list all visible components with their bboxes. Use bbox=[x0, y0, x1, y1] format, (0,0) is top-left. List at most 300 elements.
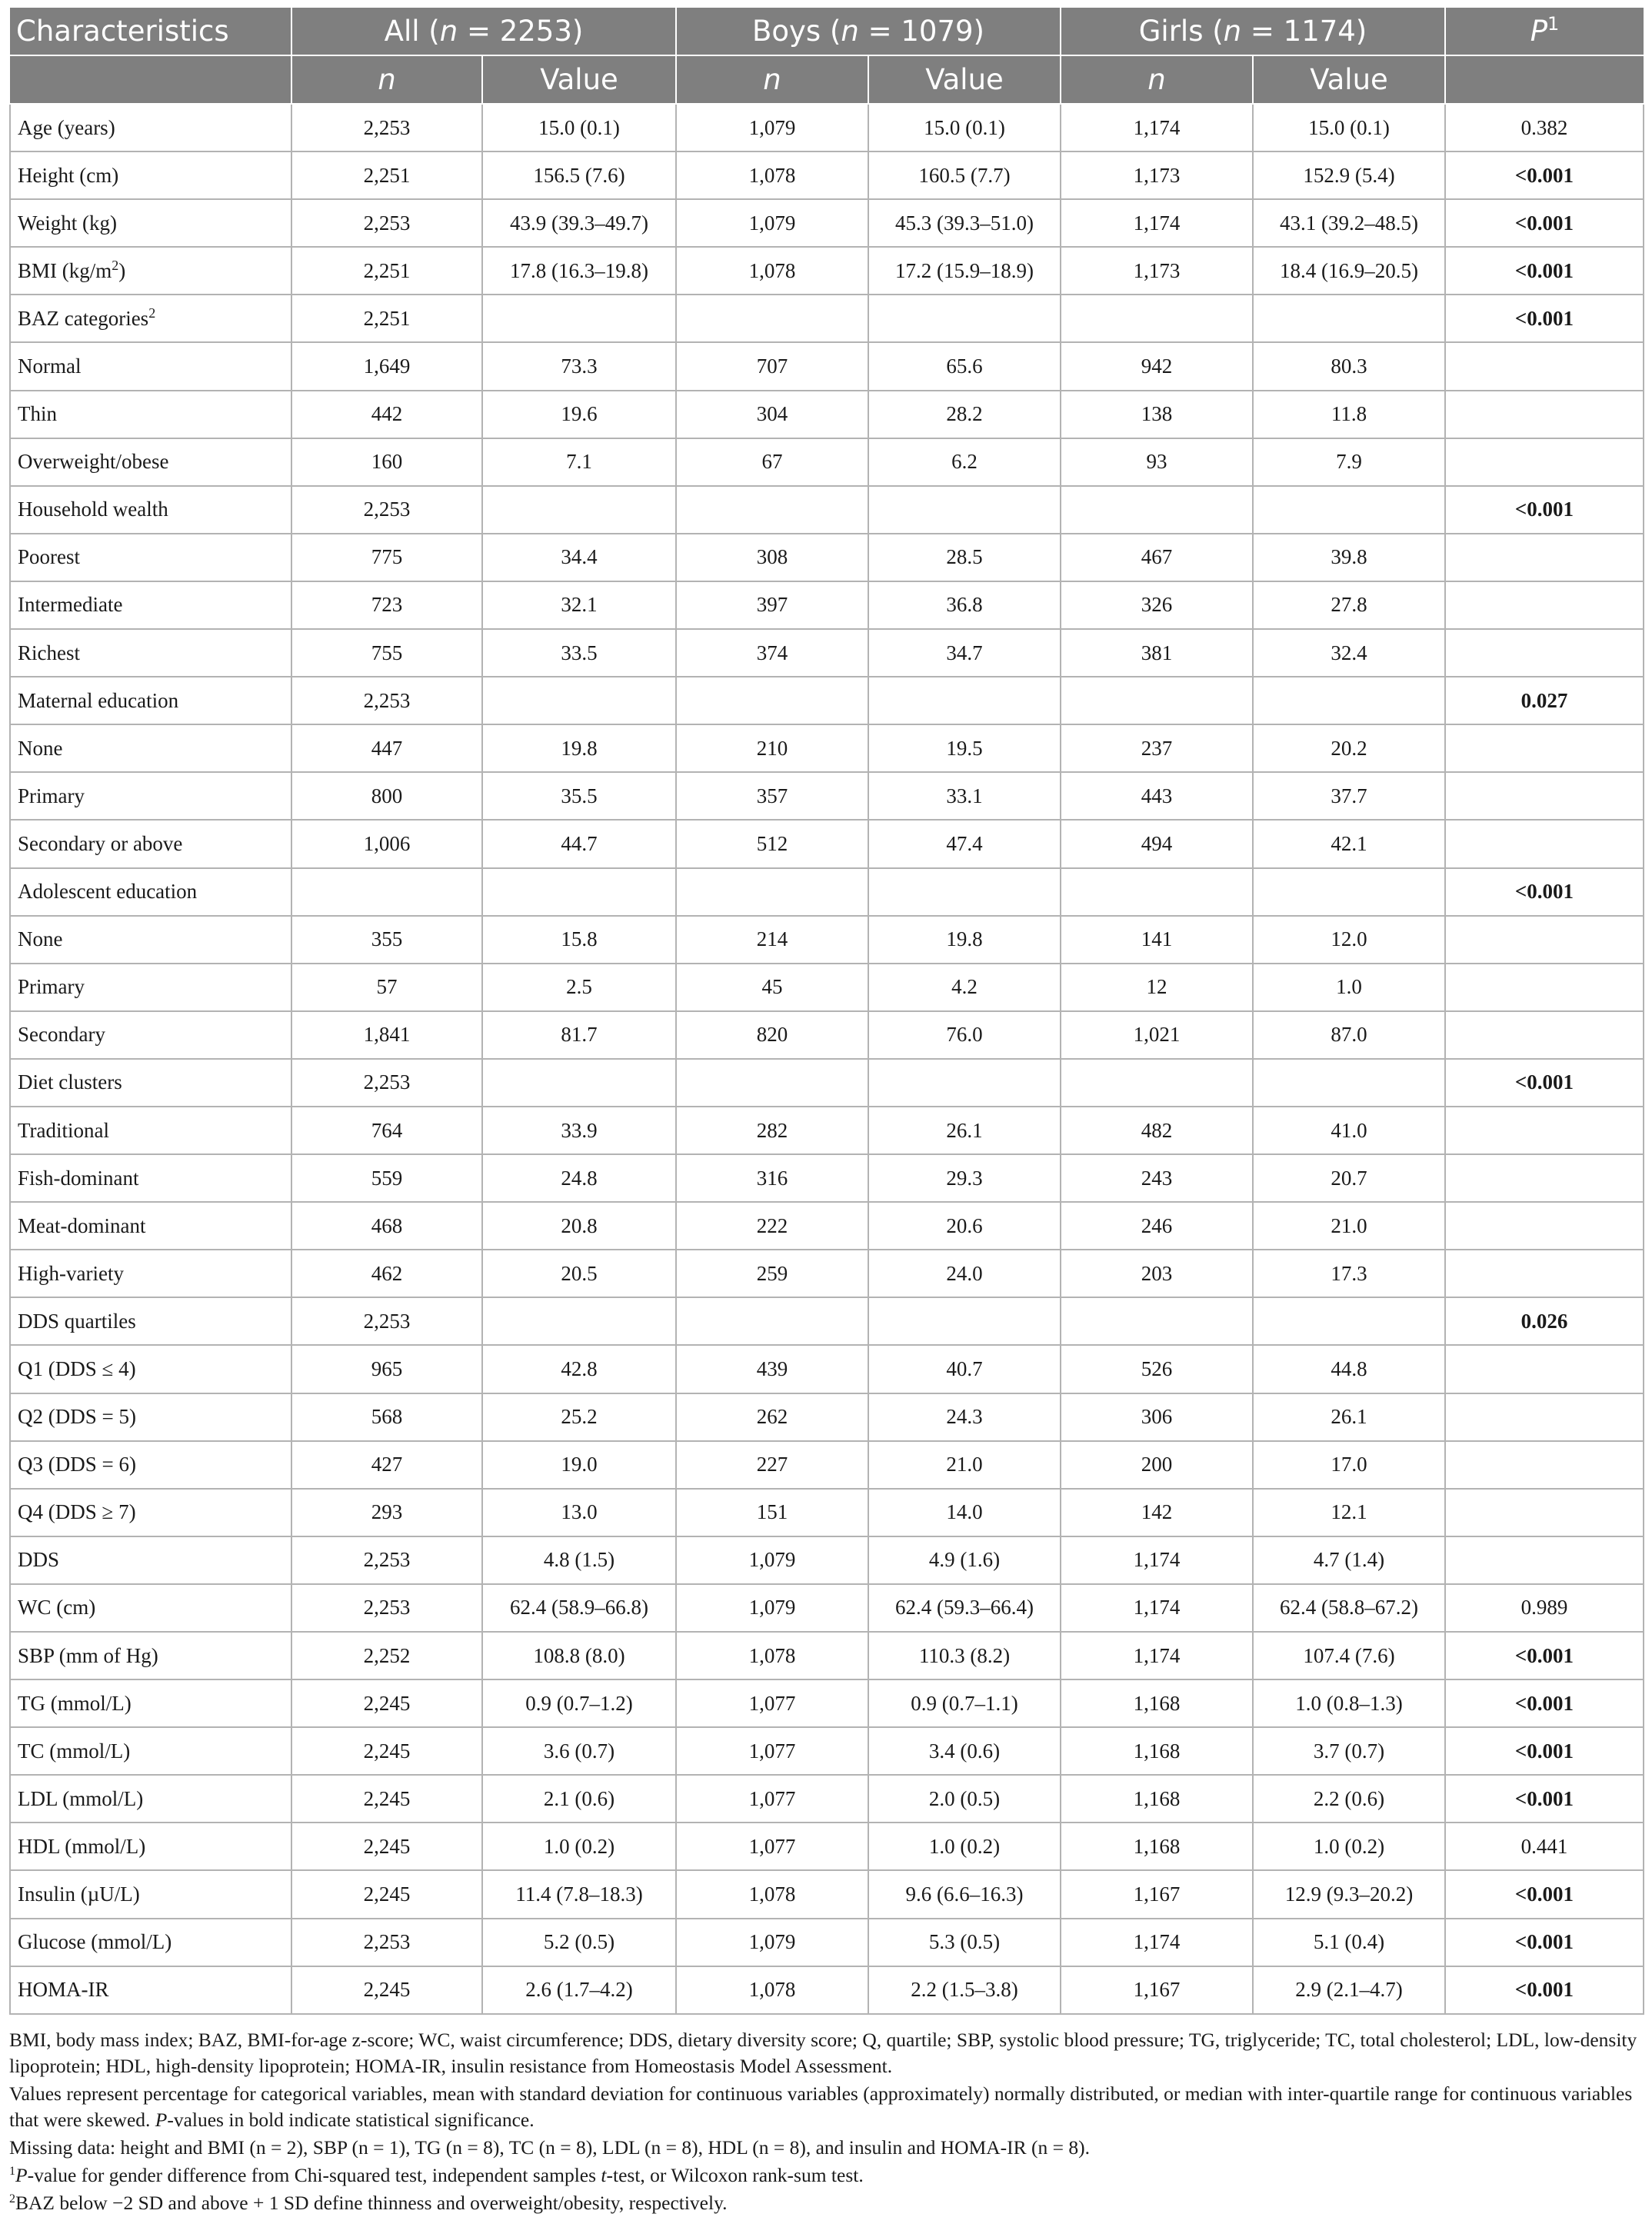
cell-girls-n: 494 bbox=[1061, 820, 1253, 867]
cell-all-v: 2.5 bbox=[482, 964, 676, 1011]
cell-all-n: 775 bbox=[291, 534, 482, 581]
cell-all-n: 2,251 bbox=[291, 247, 482, 295]
header-girls: Girls (n = 1174) bbox=[1061, 8, 1445, 55]
cell-girls-v: 107.4 (7.6) bbox=[1253, 1632, 1445, 1679]
header-boys: Boys (n = 1079) bbox=[676, 8, 1061, 55]
cell-girls-n: 1,167 bbox=[1061, 1966, 1253, 2014]
cell-boys-v: 1.0 (0.2) bbox=[868, 1823, 1061, 1870]
cell-boys-v: 40.7 bbox=[868, 1345, 1061, 1393]
table-row bbox=[10, 1202, 1644, 1250]
cell-girls-n: 1,168 bbox=[1061, 1823, 1253, 1870]
table-row bbox=[10, 1679, 1644, 1727]
table-row bbox=[10, 1823, 1644, 1870]
cell-girls-n: 526 bbox=[1061, 1345, 1253, 1393]
cell-boys-v: 110.3 (8.2) bbox=[868, 1632, 1061, 1679]
cell-boys-v: 26.1 bbox=[868, 1107, 1061, 1154]
cell-all-n: 2,251 bbox=[291, 295, 482, 342]
footnote-abbreviations: BMI, body mass index; BAZ, BMI-for-age z-score; WC, waist circumference; DDS, dietary diversity score; Q, quartile; SBP, systolic blood pressure; TG, triglyceride; TC, total cholesterol; LDL, low-density lipoprotein; HDL, high-density lipoprotein; HOMA-IR, insulin resistance from Homeostasis Model Assessment. bbox=[9, 2028, 1637, 2077]
cell-p-value bbox=[1445, 342, 1644, 390]
cell-boys-n bbox=[676, 486, 868, 534]
table-row bbox=[10, 772, 1644, 820]
row-label: TG (mmol/L) bbox=[10, 1679, 291, 1727]
cell-p-value: <0.001 bbox=[1445, 1059, 1644, 1107]
row-label: None bbox=[10, 724, 291, 772]
cell-all-n: 2,253 bbox=[291, 1919, 482, 1966]
cell-boys-v: 3.4 (0.6) bbox=[868, 1727, 1061, 1775]
cell-all-v: 19.8 bbox=[482, 724, 676, 772]
cell-girls-v: 37.7 bbox=[1253, 772, 1445, 820]
cell-boys-n: 45 bbox=[676, 964, 868, 1011]
row-label: Normal bbox=[10, 342, 291, 390]
cell-girls-n bbox=[1061, 1297, 1253, 1345]
table-row bbox=[10, 1584, 1644, 1632]
cell-girls-n: 1,168 bbox=[1061, 1775, 1253, 1823]
cell-p-value: <0.001 bbox=[1445, 1919, 1644, 1966]
cell-boys-n: 397 bbox=[676, 581, 868, 629]
cell-boys-n: 1,078 bbox=[676, 1966, 868, 2014]
cell-boys-v: 14.0 bbox=[868, 1489, 1061, 1536]
cell-girls-n: 443 bbox=[1061, 772, 1253, 820]
cell-girls-n: 12 bbox=[1061, 964, 1253, 1011]
table-row bbox=[10, 1393, 1644, 1441]
cell-all-v: 20.5 bbox=[482, 1250, 676, 1297]
cell-all-v: 19.6 bbox=[482, 391, 676, 438]
cell-p-value: 0.027 bbox=[1445, 677, 1644, 724]
table-row bbox=[10, 1297, 1644, 1345]
table-row bbox=[10, 342, 1644, 390]
cell-all-v: 34.4 bbox=[482, 534, 676, 581]
cell-girls-v: 44.8 bbox=[1253, 1345, 1445, 1393]
cell-boys-v bbox=[868, 486, 1061, 534]
footnote-missing: Missing data: height and BMI (n = 2), SBP (n = 1), TG (n = 8), TC (n = 8), LDL (n = 8), HDL (n = 8), and insulin and HOMA-IR (n = 8). bbox=[9, 2135, 1091, 2159]
row-label: None bbox=[10, 916, 291, 964]
cell-girls-n: 93 bbox=[1061, 438, 1253, 486]
cell-all-n: 568 bbox=[291, 1393, 482, 1441]
cell-girls-n bbox=[1061, 486, 1253, 534]
cell-boys-n: 1,079 bbox=[676, 104, 868, 151]
table-row bbox=[10, 247, 1644, 295]
row-label: Q1 (DDS ≤ 4) bbox=[10, 1345, 291, 1393]
cell-p-value: <0.001 bbox=[1445, 1966, 1644, 2014]
table-row bbox=[10, 1489, 1644, 1536]
cell-boys-v: 9.6 (6.6–16.3) bbox=[868, 1870, 1061, 1918]
cell-boys-n: 222 bbox=[676, 1202, 868, 1250]
row-label: Meat-dominant bbox=[10, 1202, 291, 1250]
cell-p-value bbox=[1445, 772, 1644, 820]
cell-girls-v: 39.8 bbox=[1253, 534, 1445, 581]
cell-all-n: 468 bbox=[291, 1202, 482, 1250]
cell-boys-v: 29.3 bbox=[868, 1154, 1061, 1202]
cell-all-v: 62.4 (58.9–66.8) bbox=[482, 1584, 676, 1632]
cell-p-value bbox=[1445, 916, 1644, 964]
cell-all-v: 19.0 bbox=[482, 1441, 676, 1489]
cell-p-value bbox=[1445, 1250, 1644, 1297]
cell-all-v bbox=[482, 1297, 676, 1345]
cell-girls-n: 200 bbox=[1061, 1441, 1253, 1489]
cell-p-value bbox=[1445, 629, 1644, 677]
cell-all-v bbox=[482, 1059, 676, 1107]
cell-p-value bbox=[1445, 1154, 1644, 1202]
cell-girls-n: 1,174 bbox=[1061, 199, 1253, 247]
table-row bbox=[10, 1966, 1644, 2014]
cell-all-v: 1.0 (0.2) bbox=[482, 1823, 676, 1870]
cell-girls-v: 152.9 (5.4) bbox=[1253, 151, 1445, 199]
cell-boys-n: 1,079 bbox=[676, 199, 868, 247]
cell-all-v: 42.8 bbox=[482, 1345, 676, 1393]
cell-all-v: 43.9 (39.3–49.7) bbox=[482, 199, 676, 247]
cell-boys-n bbox=[676, 1059, 868, 1107]
table-row bbox=[10, 581, 1644, 629]
table-row bbox=[10, 820, 1644, 867]
row-label: BMI $(kg/m^2)$ bbox=[10, 247, 291, 295]
cell-p-value: 0.441 bbox=[1445, 1823, 1644, 1870]
cell-boys-v: 4.2 bbox=[868, 964, 1061, 1011]
table-body bbox=[10, 104, 1644, 2014]
cell-all-n: 1,006 bbox=[291, 820, 482, 867]
row-label: Insulin (µU/L) bbox=[10, 1870, 291, 1918]
table-row bbox=[10, 534, 1644, 581]
cell-girls-n: 246 bbox=[1061, 1202, 1253, 1250]
cell-boys-n: 151 bbox=[676, 1489, 868, 1536]
cell-girls-n: 243 bbox=[1061, 1154, 1253, 1202]
cell-boys-n bbox=[676, 677, 868, 724]
header-all: All (n = 2253) bbox=[291, 8, 676, 55]
cell-all-v: 7.1 bbox=[482, 438, 676, 486]
cell-boys-v: 36.8 bbox=[868, 581, 1061, 629]
cell-all-n: 2,253 bbox=[291, 677, 482, 724]
cell-p-value: <0.001 bbox=[1445, 199, 1644, 247]
cell-boys-n: 316 bbox=[676, 1154, 868, 1202]
header-blank bbox=[10, 55, 291, 104]
cell-all-n bbox=[291, 868, 482, 916]
cell-boys-v: 45.3 (39.3–51.0) bbox=[868, 199, 1061, 247]
cell-p-value: <0.001 bbox=[1445, 247, 1644, 295]
cell-all-n: 2,245 bbox=[291, 1727, 482, 1775]
cell-p-value bbox=[1445, 1536, 1644, 1584]
cell-p-value: <0.001 bbox=[1445, 1679, 1644, 1727]
row-label: Q2 (DDS = 5) bbox=[10, 1393, 291, 1441]
cell-all-v bbox=[482, 486, 676, 534]
cell-boys-n: 1,077 bbox=[676, 1775, 868, 1823]
cell-girls-n: 942 bbox=[1061, 342, 1253, 390]
cell-girls-v: 20.2 bbox=[1253, 724, 1445, 772]
cell-girls-v: 4.7 (1.4) bbox=[1253, 1536, 1445, 1584]
cell-girls-v: 32.4 bbox=[1253, 629, 1445, 677]
cell-girls-v bbox=[1253, 677, 1445, 724]
cell-boys-n: 1,077 bbox=[676, 1679, 868, 1727]
cell-boys-n: 227 bbox=[676, 1441, 868, 1489]
cell-girls-v: 80.3 bbox=[1253, 342, 1445, 390]
cell-p-value bbox=[1445, 1202, 1644, 1250]
cell-girls-v: 12.1 bbox=[1253, 1489, 1445, 1536]
cell-all-v: 81.7 bbox=[482, 1011, 676, 1059]
cell-girls-n: 1,174 bbox=[1061, 1536, 1253, 1584]
cell-p-value: 0.026 bbox=[1445, 1297, 1644, 1345]
cell-p-value: <0.001 bbox=[1445, 1870, 1644, 1918]
row-label: DDS bbox=[10, 1536, 291, 1584]
cell-all-n: 427 bbox=[291, 1441, 482, 1489]
cell-p-value bbox=[1445, 1107, 1644, 1154]
cell-all-n: 293 bbox=[291, 1489, 482, 1536]
cell-girls-n: 203 bbox=[1061, 1250, 1253, 1297]
cell-boys-v: 19.8 bbox=[868, 916, 1061, 964]
cell-all-n: 2,252 bbox=[291, 1632, 482, 1679]
table-row bbox=[10, 1107, 1644, 1154]
cell-boys-v bbox=[868, 1059, 1061, 1107]
row-label: Glucose (mmol/L) bbox=[10, 1919, 291, 1966]
cell-all-v: 3.6 (0.7) bbox=[482, 1727, 676, 1775]
cell-all-v: 15.8 bbox=[482, 916, 676, 964]
cell-girls-n: 1,174 bbox=[1061, 1632, 1253, 1679]
table-row bbox=[10, 1011, 1644, 1059]
row-label: Height (cm) bbox=[10, 151, 291, 199]
cell-boys-n: 1,079 bbox=[676, 1536, 868, 1584]
cell-boys-v: 17.2 (15.9–18.9) bbox=[868, 247, 1061, 295]
cell-boys-n: 707 bbox=[676, 342, 868, 390]
row-label: HDL (mmol/L) bbox=[10, 1823, 291, 1870]
row-label: LDL (mmol/L) bbox=[10, 1775, 291, 1823]
cell-boys-n: 282 bbox=[676, 1107, 868, 1154]
cell-p-value: <0.001 bbox=[1445, 295, 1644, 342]
cell-all-v bbox=[482, 677, 676, 724]
cell-boys-n: 1,078 bbox=[676, 247, 868, 295]
cell-boys-v: 24.0 bbox=[868, 1250, 1061, 1297]
cell-boys-n: 1,077 bbox=[676, 1727, 868, 1775]
cell-girls-n: 467 bbox=[1061, 534, 1253, 581]
cell-girls-v bbox=[1253, 295, 1445, 342]
cell-p-value: 0.382 bbox=[1445, 104, 1644, 151]
cell-girls-v: 3.7 (0.7) bbox=[1253, 1727, 1445, 1775]
cell-all-n: 355 bbox=[291, 916, 482, 964]
cell-boys-v: 65.6 bbox=[868, 342, 1061, 390]
row-label: Traditional bbox=[10, 1107, 291, 1154]
row-label: Intermediate bbox=[10, 581, 291, 629]
cell-girls-n: 1,167 bbox=[1061, 1870, 1253, 1918]
table-row bbox=[10, 438, 1644, 486]
cell-boys-v: 24.3 bbox=[868, 1393, 1061, 1441]
row-label: BAZ categories$^2$ bbox=[10, 295, 291, 342]
row-label: Richest bbox=[10, 629, 291, 677]
cell-boys-n: 308 bbox=[676, 534, 868, 581]
header-row-groups bbox=[10, 8, 1644, 55]
cell-all-v bbox=[482, 295, 676, 342]
table-row bbox=[10, 1919, 1644, 1966]
cell-boys-v: 20.6 bbox=[868, 1202, 1061, 1250]
row-label: Diet clusters bbox=[10, 1059, 291, 1107]
cell-all-v: 35.5 bbox=[482, 772, 676, 820]
cell-all-v: 2.1 (0.6) bbox=[482, 1775, 676, 1823]
cell-all-n: 57 bbox=[291, 964, 482, 1011]
cell-girls-n: 381 bbox=[1061, 629, 1253, 677]
cell-girls-n: 326 bbox=[1061, 581, 1253, 629]
row-label: TC (mmol/L) bbox=[10, 1727, 291, 1775]
cell-boys-n: 1,078 bbox=[676, 1632, 868, 1679]
cell-boys-n: 259 bbox=[676, 1250, 868, 1297]
cell-p-value bbox=[1445, 724, 1644, 772]
table-row bbox=[10, 1250, 1644, 1297]
cell-all-v: 73.3 bbox=[482, 342, 676, 390]
cell-boys-n: 1,079 bbox=[676, 1919, 868, 1966]
cell-p-value bbox=[1445, 1011, 1644, 1059]
cell-all-n: 2,253 bbox=[291, 199, 482, 247]
row-label: WC (cm) bbox=[10, 1584, 291, 1632]
cell-boys-n: 820 bbox=[676, 1011, 868, 1059]
cell-boys-v: 28.5 bbox=[868, 534, 1061, 581]
cell-all-n: 723 bbox=[291, 581, 482, 629]
footnote-2: $^2$BAZ below −2 SD and above + 1 SD define thinness and overweight/obesity, respectively. bbox=[9, 2191, 728, 2214]
cell-p-value: <0.001 bbox=[1445, 1727, 1644, 1775]
row-label: Poorest bbox=[10, 534, 291, 581]
cell-all-v: 25.2 bbox=[482, 1393, 676, 1441]
cell-p-value bbox=[1445, 438, 1644, 486]
cell-girls-v: 11.8 bbox=[1253, 391, 1445, 438]
cell-all-v: 2.6 (1.7–4.2) bbox=[482, 1966, 676, 2014]
cell-all-v: 0.9 (0.7–1.2) bbox=[482, 1679, 676, 1727]
table-row bbox=[10, 629, 1644, 677]
cell-boys-v: 28.2 bbox=[868, 391, 1061, 438]
cell-boys-v: 34.7 bbox=[868, 629, 1061, 677]
cell-boys-n: 210 bbox=[676, 724, 868, 772]
table-row bbox=[10, 1441, 1644, 1489]
cell-p-value bbox=[1445, 820, 1644, 867]
cell-girls-n bbox=[1061, 1059, 1253, 1107]
cell-girls-n: 1,174 bbox=[1061, 1584, 1253, 1632]
cell-p-value bbox=[1445, 1441, 1644, 1489]
cell-boys-v: 0.9 (0.7–1.1) bbox=[868, 1679, 1061, 1727]
cell-all-v bbox=[482, 868, 676, 916]
table-container bbox=[9, 8, 1643, 2218]
cell-girls-v: 26.1 bbox=[1253, 1393, 1445, 1441]
table-row bbox=[10, 1632, 1644, 1679]
cell-boys-n: 1,078 bbox=[676, 1870, 868, 1918]
cell-girls-v: 17.3 bbox=[1253, 1250, 1445, 1297]
cell-p-value: <0.001 bbox=[1445, 1775, 1644, 1823]
cell-all-n: 559 bbox=[291, 1154, 482, 1202]
header-all-value: Value bbox=[482, 55, 676, 104]
cell-girls-n: 141 bbox=[1061, 916, 1253, 964]
row-label: Q4 (DDS ≥ 7) bbox=[10, 1489, 291, 1536]
cell-p-value bbox=[1445, 1345, 1644, 1393]
cell-boys-n bbox=[676, 868, 868, 916]
header-all-n: n bbox=[291, 55, 482, 104]
cell-all-n: 442 bbox=[291, 391, 482, 438]
cell-girls-v: 2.9 (2.1–4.7) bbox=[1253, 1966, 1445, 2014]
cell-all-n: 2,253 bbox=[291, 1059, 482, 1107]
row-label: Q3 (DDS = 6) bbox=[10, 1441, 291, 1489]
row-label: Maternal education bbox=[10, 677, 291, 724]
cell-boys-n: 512 bbox=[676, 820, 868, 867]
cell-boys-v: 47.4 bbox=[868, 820, 1061, 867]
cell-girls-v: 1.0 (0.8–1.3) bbox=[1253, 1679, 1445, 1727]
cell-all-n: 462 bbox=[291, 1250, 482, 1297]
table-row bbox=[10, 964, 1644, 1011]
cell-all-v: 11.4 (7.8–18.3) bbox=[482, 1870, 676, 1918]
footnote-1: $^1$P-value for gender difference from Chi-squared test, independent samples t-test, or Wilcoxon rank-sum test. bbox=[9, 2163, 864, 2186]
cell-boys-n: 1,079 bbox=[676, 1584, 868, 1632]
table-row bbox=[10, 1870, 1644, 1918]
cell-girls-v: 12.0 bbox=[1253, 916, 1445, 964]
row-label: Age (years) bbox=[10, 104, 291, 151]
table-row bbox=[10, 724, 1644, 772]
cell-all-v: 17.8 (16.3–19.8) bbox=[482, 247, 676, 295]
cell-boys-v: 33.1 bbox=[868, 772, 1061, 820]
table-row bbox=[10, 1727, 1644, 1775]
cell-p-value: 0.989 bbox=[1445, 1584, 1644, 1632]
cell-boys-n bbox=[676, 1297, 868, 1345]
cell-girls-v: 15.0 (0.1) bbox=[1253, 104, 1445, 151]
table-row bbox=[10, 1154, 1644, 1202]
cell-p-value bbox=[1445, 534, 1644, 581]
cell-boys-n: 374 bbox=[676, 629, 868, 677]
cell-boys-n: 304 bbox=[676, 391, 868, 438]
cell-girls-v: 62.4 (58.8–67.2) bbox=[1253, 1584, 1445, 1632]
cell-boys-n bbox=[676, 295, 868, 342]
cell-all-n: 965 bbox=[291, 1345, 482, 1393]
cell-all-n: 2,245 bbox=[291, 1823, 482, 1870]
table-row bbox=[10, 868, 1644, 916]
cell-boys-v bbox=[868, 1297, 1061, 1345]
cell-boys-v bbox=[868, 677, 1061, 724]
cell-girls-v: 27.8 bbox=[1253, 581, 1445, 629]
cell-boys-v bbox=[868, 868, 1061, 916]
cell-boys-n: 214 bbox=[676, 916, 868, 964]
cell-all-v: 33.5 bbox=[482, 629, 676, 677]
footnote-values: Values represent percentage for categorical variables, mean with standard deviation for continuous variables (approximately) normally distributed, or median with inter-quartile range for continuous variables that were skewed. P-values in bold indicate statistical significance. bbox=[9, 2082, 1633, 2131]
header-row-subcolumns bbox=[10, 55, 1644, 104]
cell-girls-v: 7.9 bbox=[1253, 438, 1445, 486]
cell-girls-v: 21.0 bbox=[1253, 1202, 1445, 1250]
cell-girls-n bbox=[1061, 677, 1253, 724]
cell-boys-v: 19.5 bbox=[868, 724, 1061, 772]
cell-girls-n: 142 bbox=[1061, 1489, 1253, 1536]
cell-boys-n: 439 bbox=[676, 1345, 868, 1393]
row-label: Secondary bbox=[10, 1011, 291, 1059]
cell-girls-v: 87.0 bbox=[1253, 1011, 1445, 1059]
row-label: High-variety bbox=[10, 1250, 291, 1297]
header-p-value: $P^1$ bbox=[1445, 8, 1644, 55]
cell-girls-v: 41.0 bbox=[1253, 1107, 1445, 1154]
cell-p-value bbox=[1445, 1393, 1644, 1441]
cell-all-n: 755 bbox=[291, 629, 482, 677]
cell-boys-v: 160.5 (7.7) bbox=[868, 151, 1061, 199]
cell-girls-v: 1.0 bbox=[1253, 964, 1445, 1011]
cell-girls-v bbox=[1253, 1297, 1445, 1345]
cell-all-v: 156.5 (7.6) bbox=[482, 151, 676, 199]
row-label: Overweight/obese bbox=[10, 438, 291, 486]
cell-girls-n: 1,174 bbox=[1061, 104, 1253, 151]
row-label: Adolescent education bbox=[10, 868, 291, 916]
cell-all-v: 32.1 bbox=[482, 581, 676, 629]
header-blank-p bbox=[1445, 55, 1644, 104]
table-row bbox=[10, 677, 1644, 724]
table-row bbox=[10, 916, 1644, 964]
cell-p-value bbox=[1445, 1489, 1644, 1536]
cell-girls-n bbox=[1061, 295, 1253, 342]
cell-girls-v: 5.1 (0.4) bbox=[1253, 1919, 1445, 1966]
cell-all-n: 2,253 bbox=[291, 486, 482, 534]
cell-boys-v: 2.0 (0.5) bbox=[868, 1775, 1061, 1823]
cell-boys-n: 1,077 bbox=[676, 1823, 868, 1870]
table-row bbox=[10, 104, 1644, 151]
cell-boys-v: 15.0 (0.1) bbox=[868, 104, 1061, 151]
table-row bbox=[10, 151, 1644, 199]
cell-boys-v: 21.0 bbox=[868, 1441, 1061, 1489]
cell-p-value: <0.001 bbox=[1445, 151, 1644, 199]
header-boys-n: n bbox=[676, 55, 868, 104]
cell-all-n: 447 bbox=[291, 724, 482, 772]
table-header bbox=[10, 8, 1644, 104]
cell-girls-v bbox=[1253, 868, 1445, 916]
